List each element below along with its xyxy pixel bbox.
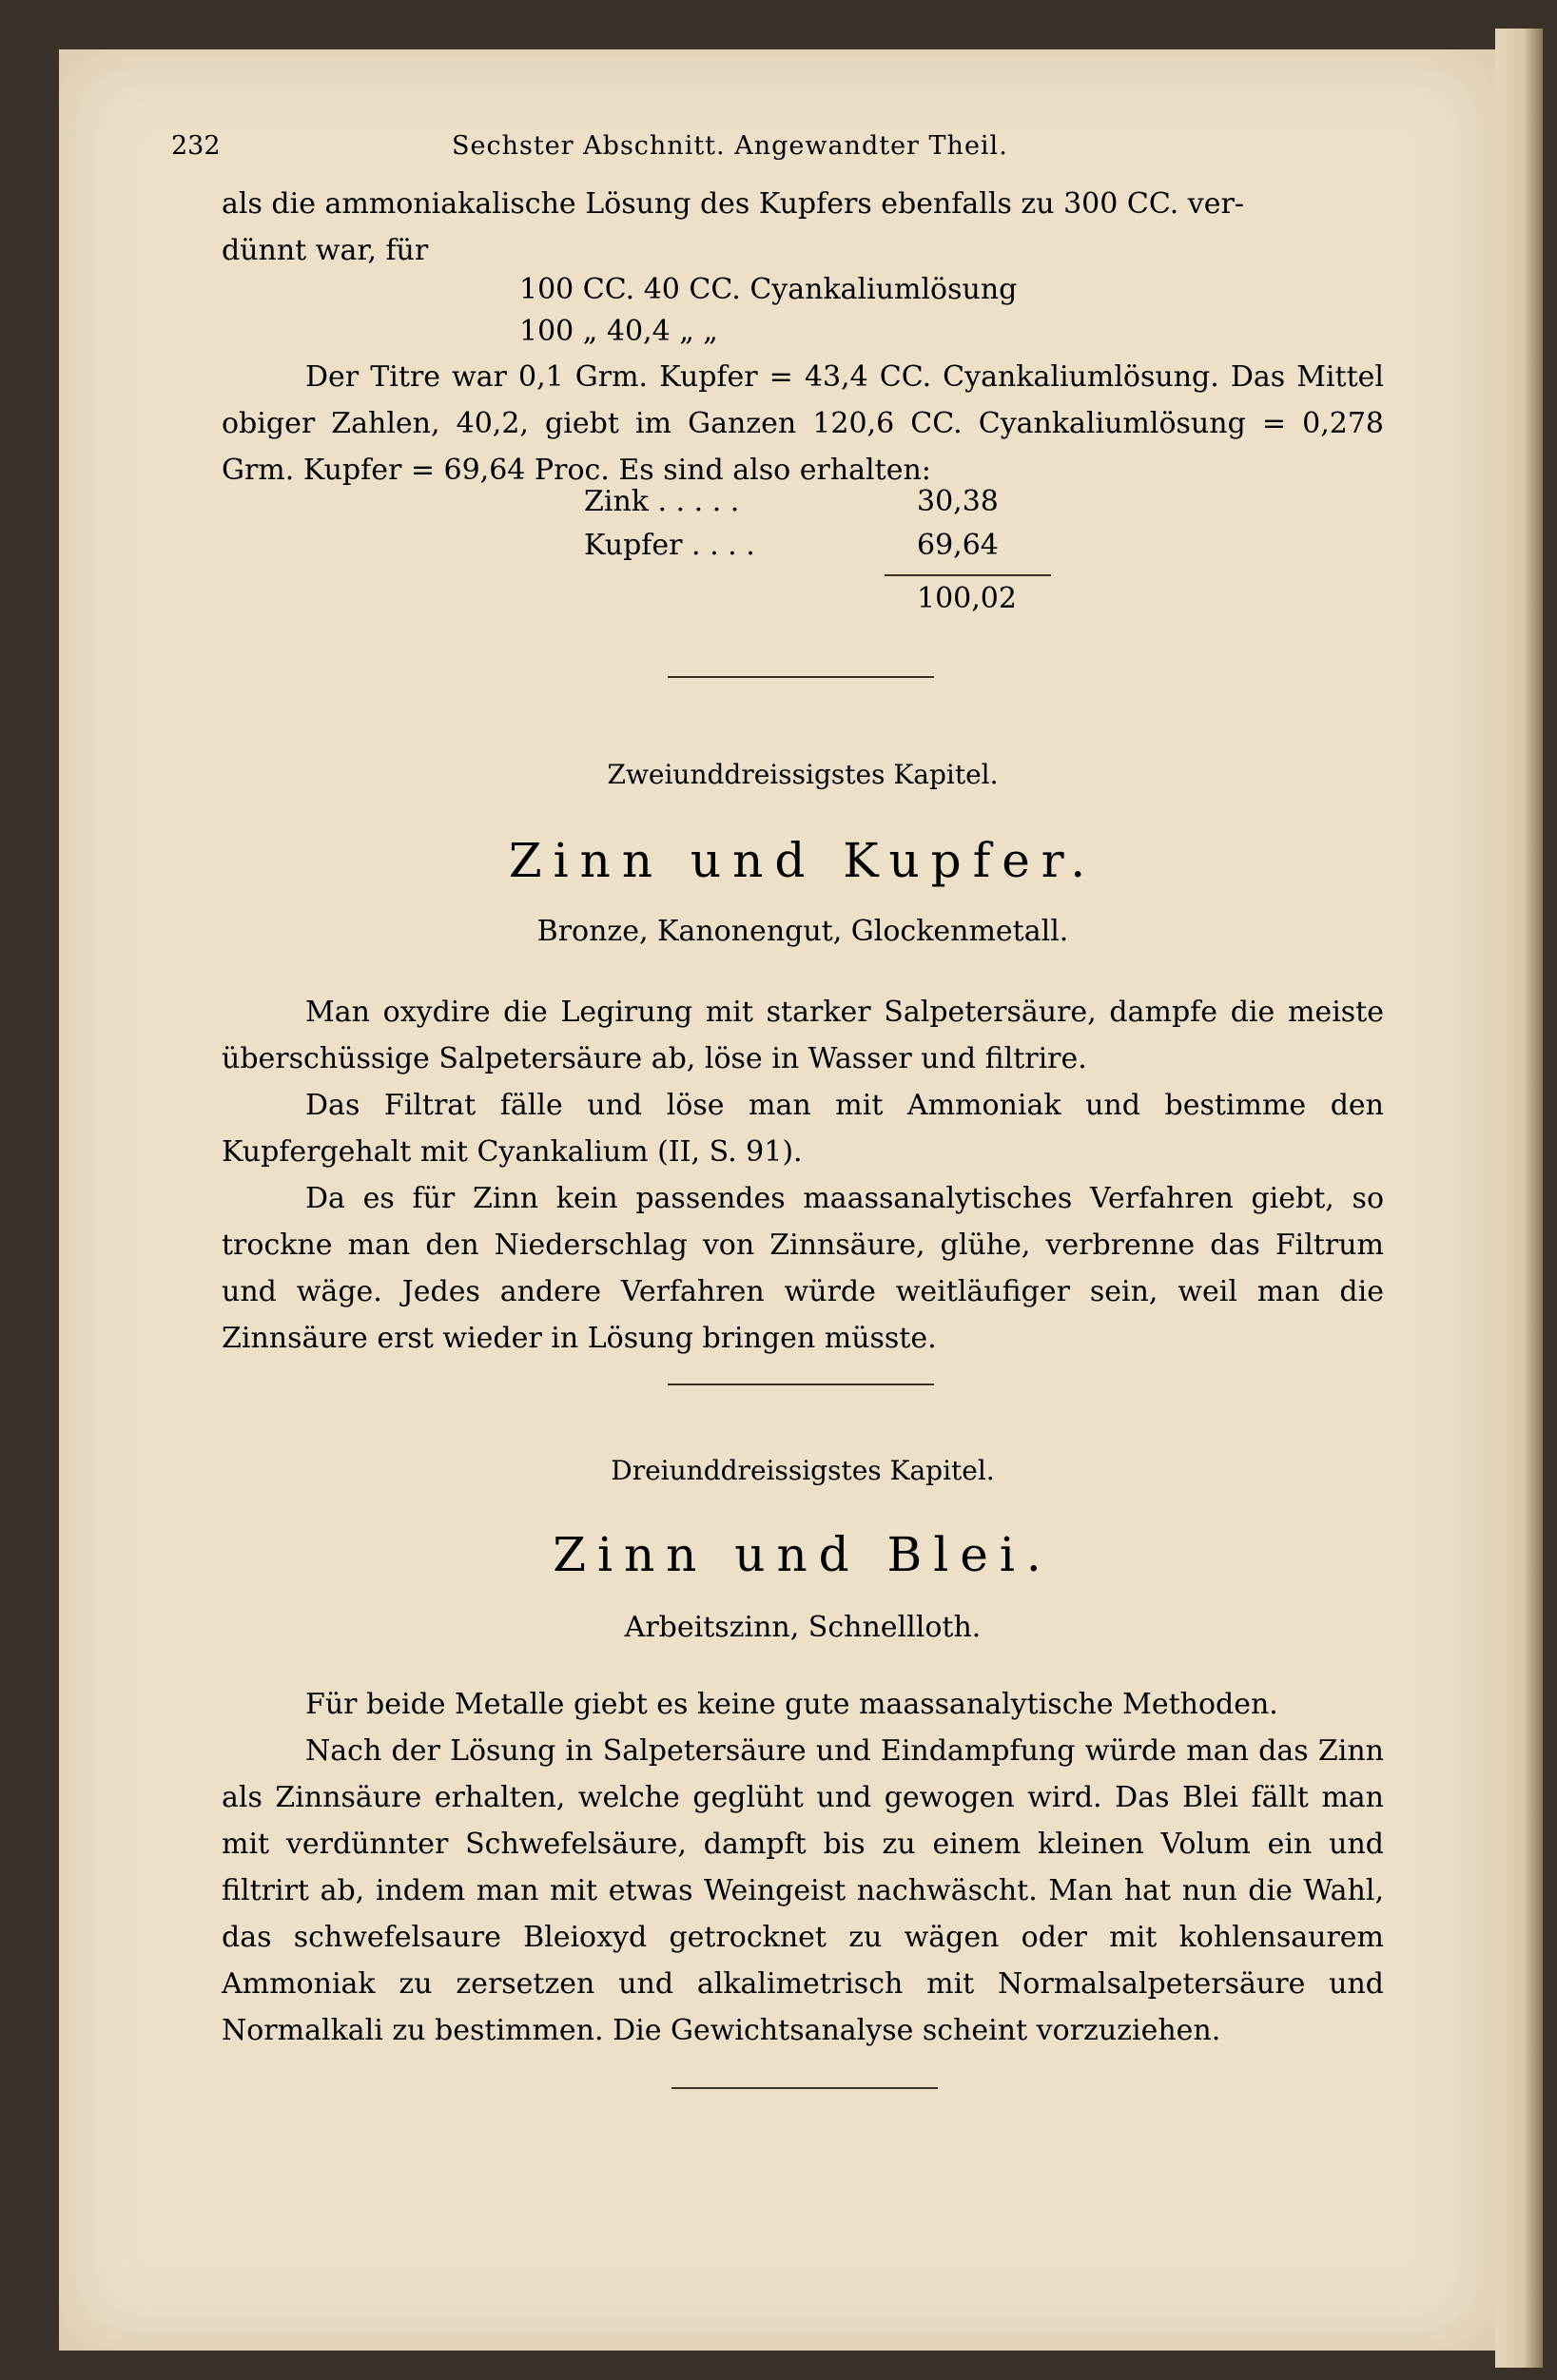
chapter-33-title: Zinn und Blei. [553, 1527, 1053, 1582]
result-zink-value: 30,38 [917, 485, 999, 518]
section-divider [668, 676, 934, 678]
running-header [171, 131, 1108, 169]
chapter-32-paragraph: Da es für Zinn kein passendes maassanalytisches Verfahren giebt, so trockne man den Niederschlag von Zinnsäure, glühe, verbrenne das Filtrum und wäge. Jedes andere Verfahren würde weitläufiger sein, weil man die Zinnsäure erst wieder in Lösung bringen müsste. [222, 1182, 1384, 1355]
section-divider [668, 1383, 934, 1385]
chapter-32-paragraph: Das Filtrat fälle und löse man mit Ammoniak und bestimme den Kupfergehalt mit Cyankalium (II, S. 91). [222, 1089, 1384, 1169]
chapter-33-body [222, 1681, 1384, 2054]
intro-line-2: dünnt war, für [222, 234, 429, 267]
titre-paragraph: Der Titre war 0,1 Grm. Kupfer = 43,4 CC. Cyankaliumlösung. Das Mittel obiger Zahlen, 40,2, giebt im Ganzen 120,6 CC. Cyankaliumlösung = 0,278 Grm. Kupfer = 69,64 Proc. Es sind also erhalten: [222, 360, 1384, 487]
chapter-33-subtitle: Arbeitszinn, Schnellloth. [624, 1611, 982, 1644]
sum-rule [885, 574, 1051, 576]
result-zink-label: Zink . . . . . [584, 485, 740, 518]
running-title: Sechster Abschnitt. Angewandter Theil. [452, 131, 1008, 161]
chapter-32-label: Zweiunddreissigstes Kapitel. [607, 759, 999, 790]
chapter-32-subtitle: Bronze, Kanonengut, Glockenmetall. [536, 915, 1069, 948]
chapter-33-paragraph: Für beide Metalle giebt es keine gute maassanalytische Methoden. [305, 1688, 1278, 1721]
chapter-32-body [222, 989, 1384, 1362]
result-kupfer-label: Kupfer . . . . [584, 529, 755, 562]
page-number: 232 [171, 131, 221, 161]
result-total: 100,02 [917, 582, 1017, 615]
intro-line-3: 100 CC. 40 CC. Cyankaliumlösung [519, 273, 1018, 306]
intro-line-1: als die ammoniakalische Lösung des Kupfers ebenfalls zu 300 CC. ver- [222, 187, 1244, 221]
section-divider [671, 2087, 938, 2089]
result-kupfer-value: 69,64 [917, 529, 999, 562]
chapter-33-label: Dreiunddreissigstes Kapitel. [611, 1455, 995, 1486]
chapter-32-title: Zinn und Kupfer. [508, 833, 1098, 888]
page-edge [1495, 29, 1543, 2368]
intro-line-4: 100 „ 40,4 „ „ [519, 315, 718, 348]
chapter-32-paragraph: Man oxydire die Legirung mit starker Salpetersäure, dampfe die meiste überschüssige Salpetersäure ab, löse in Wasser und filtrire. [222, 996, 1384, 1075]
chapter-33-paragraph: Nach der Lösung in Salpetersäure und Eindampfung würde man das Zinn als Zinnsäure erhalten, welche geglüht und gewogen wird. Das Blei fällt man mit verdünnter Schwefelsäure, dampft bis zu einem kleinen Volum ein und filtrirt ab, indem man mit etwas Weingeist nachwäscht. Man hat nun die Wahl, das schwefelsaure Bleioxyd getrocknet zu wägen oder mit kohlensaurem Ammoniak zu zersetzen und alkalimetrisch mit Normalsalpetersäure und Normalkali zu bestimmen. Die Gewichtsanalyse scheint vorzuziehen. [222, 1734, 1384, 2047]
